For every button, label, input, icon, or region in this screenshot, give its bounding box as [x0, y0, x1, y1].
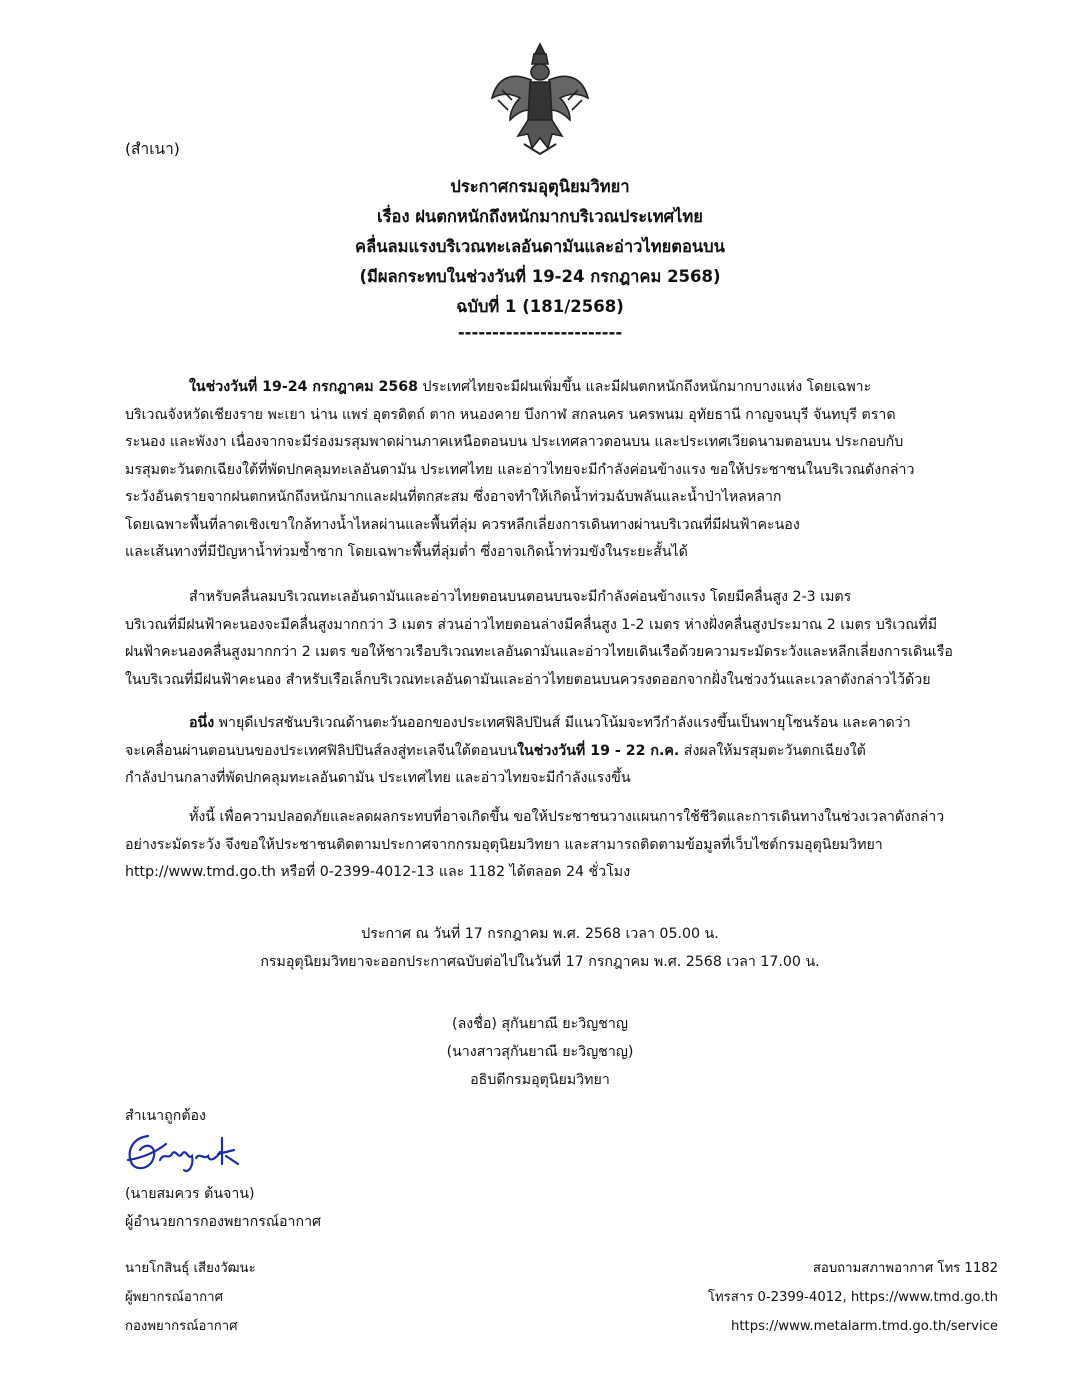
- para-line: และเส้นทางที่มีปัญหาน้ำท่วมซ้ำซาก โดยเฉพาะพื้นที่ลุ่มต่ำ ซึ่งอาจเกิดน้ำท่วมขังในระยะสั้นได้: [125, 544, 688, 560]
- contact-block: [708, 1254, 998, 1341]
- para-line: http://www.tmd.go.th หรือที่ 0-2399-4012-13 และ 1182 ได้ตลอด 24 ชั่วโมง: [125, 864, 631, 880]
- para-line: ทั้งนี้ เพื่อความปลอดภัยและลดผลกระทบที่อาจเกิดขึ้น ขอให้ประชาชนวางแผนการใช้ชีวิตและการเดินทางในช่วงเวลาดังกล่าว: [189, 809, 945, 825]
- contact-fax-link: โทรสาร 0-2399-4012, https://www.tmd.go.th: [707, 1290, 998, 1305]
- title-line: คลื่นลมแรงบริเวณทะเลอันดามันและอ่าวไทยตอนบน: [355, 237, 725, 256]
- para-line: สำหรับคลื่นลมบริเวณทะเลอันดามันและอ่าวไทยตอนบนตอนบนจะมีกำลังค่อนข้างแรง โดยมีคลื่นสูง 2-3 เมตร: [189, 589, 852, 605]
- para-line: อย่างระมัดระวัง จึงขอให้ประชาชนติดตามประกาศจากกรมอุตุนิยมวิทยา และสามารถติดตามข้อมูลที่เว็บไซต์กรมอุตุนิยมวิทยา: [125, 836, 883, 853]
- para-line: กำลังปานกลางที่พัดปกคลุมทะเลอันดามัน ประเทศไทย และอ่าวไทยจะมีกำลังแรงขึ้น: [125, 770, 631, 786]
- garuda-emblem-icon: [488, 40, 592, 156]
- title-line: (มีผลกระทบในช่วงวันที่ 19-24 กรกฎาคม 2568): [359, 267, 721, 286]
- forecaster-line: กองพยากรณ์อากาศ: [125, 1319, 238, 1334]
- storm-keyword: อนึ่ง: [189, 715, 215, 731]
- para-line: ระนอง และพังงา เนื่องจากจะมีร่องมรสุมพาดผ่านภาคเหนือตอนบน ประเทศลาวตอนบน และประเทศเวียดนามตอนบน ประกอบกับ: [125, 434, 904, 450]
- para-text: พายุดีเปรสชันบริเวณด้านตะวันออกของประเทศฟิลิปปินส์ มีแนวโน้มจะทวีกำลังแรงขึ้นเป็นพายุโซนร้อน และคาดว่า: [214, 715, 911, 731]
- para-text: จะเคลื่อนผ่านตอนบนของประเทศฟิลิปปินส์ลงสู่ทะเลจีนใต้ตอนบน: [125, 742, 518, 759]
- title-block: [0, 172, 1080, 344]
- announce-line: กรมอุตุนิยมวิทยาจะออกประกาศฉบับต่อไปในวันที่ 17 กรกฎาคม พ.ศ. 2568 เวลา 17.00 น.: [260, 954, 820, 970]
- title-line: ฉบับที่ 1 (181/2568): [456, 297, 624, 316]
- para-line: ในบริเวณที่มีฝนฟ้าคะนอง สำหรับเรือเล็กบริเวณทะเลอันดามันและอ่าวไทยตอนบนควรงดออกจากฝั่งในช่วงวันและเวลาดังกล่าวไว้ด้วย: [125, 671, 931, 688]
- contact-phone: สอบถามสภาพอากาศ โทร 1182: [812, 1261, 998, 1276]
- signatory-block: [0, 1010, 1080, 1094]
- para-line: บริเวณจังหวัดเชียงราย พะเยา น่าน แพร่ อุตรดิตถ์ ตาก หนองคาย บึงกาฬ สกลนคร นครพนม อุทัยธานี กาญจนบุรี จันทบุรี ตราด: [125, 406, 896, 423]
- title-line: เรื่อง ฝนตกหนักถึงหนักมากบริเวณประเทศไทย: [377, 207, 703, 226]
- para-line: มรสุมตะวันตกเฉียงใต้ที่พัดปกคลุมทะเลอันดามัน ประเทศไทย และอ่าวไทยจะมีกำลังค่อนข้างแรง ขอให้ประชาชนในบริเวณดังกล่าว: [125, 461, 915, 478]
- title-separator: ------------------------: [457, 323, 623, 342]
- certified-label: สำเนาถูกต้อง: [125, 1108, 206, 1124]
- title-line: ประกาศกรมอุตุนิยมวิทยา: [450, 177, 630, 196]
- handwritten-signature: [122, 1130, 242, 1176]
- certifier-position: ผู้อำนวยการกองพยากรณ์อากาศ: [125, 1214, 322, 1230]
- certifier-name: (นายสมควร ต้นจาน): [125, 1186, 255, 1202]
- para-line: บริเวณที่มีฝนฟ้าคะนองจะมีคลื่นสูงมากกว่า 3 เมตร ส่วนอ่าวไทยตอนล่างมีคลื่นสูง 1-2 เมตร ห่างฝั่งคลื่นสูงประมาณ 2 เมตร บริเวณที่มี: [125, 616, 938, 633]
- forecaster-line: ผู้พยากรณ์อากาศ: [125, 1290, 223, 1305]
- forecaster-line: นายโกสินธุ์ เสียงวัฒนะ: [125, 1261, 256, 1276]
- paragraph-rain: [125, 374, 971, 567]
- storm-period: ในช่วงวันที่ 19 - 22 ก.ค.: [517, 742, 680, 759]
- para-text: ประเทศไทยจะมีฝนเพิ่มขึ้น และมีฝนตกหนักถึงหนักมากบางแห่ง โดยเฉพาะ: [417, 379, 872, 395]
- paragraph-safety: [125, 804, 971, 887]
- signatory-line: (นางสาวสุกันยาณี ยะวิญชาญ): [446, 1044, 634, 1060]
- signatory-line: อธิบดีกรมอุตุนิยมวิทยา: [470, 1072, 610, 1088]
- paragraph-waves: [125, 584, 971, 694]
- forecaster-block: [125, 1254, 256, 1341]
- para-text: ส่งผลให้มรสุมตะวันตกเฉียงใต้: [679, 742, 866, 759]
- paragraph-storm: [125, 710, 971, 793]
- announce-line: ประกาศ ณ วันที่ 17 กรกฎาคม พ.ศ. 2568 เวลา 05.00 น.: [361, 926, 719, 942]
- para-line: โดยเฉพาะพื้นที่ลาดเชิงเขาใกล้ทางน้ำไหลผ่านและพื้นที่ลุ่ม ควรหลีกเลี่ยงการเดินทางผ่านบริเวณที่มีฝนฟ้าคะนอง: [125, 516, 800, 533]
- copy-label: (สำเนา): [125, 140, 180, 158]
- announcement-dates: [0, 920, 1080, 976]
- rain-period: ในช่วงวันที่ 19-24 กรกฎาคม 2568: [189, 379, 418, 395]
- para-line: ระวังอันตรายจากฝนตกหนักถึงหนักมากและฝนที่ตกสะสม ซึ่งอาจทำให้เกิดน้ำท่วมฉับพลันและน้ำป่าไหลหลาก: [125, 489, 782, 505]
- certifier: [125, 1180, 321, 1236]
- signatory-line: (ลงชื่อ) สุกันยาณี ยะวิญชาญ: [452, 1016, 628, 1032]
- contact-service-link: https://www.metalarm.tmd.go.th/service: [731, 1319, 998, 1334]
- para-line: ฝนฟ้าคะนองคลื่นสูงมากกว่า 2 เมตร ขอให้ชาวเรือบริเวณทะเลอันดามันและอ่าวไทยเดินเรือด้วยความระมัดระวังและหลีกเลี่ยงการเดินเรือ: [125, 644, 953, 660]
